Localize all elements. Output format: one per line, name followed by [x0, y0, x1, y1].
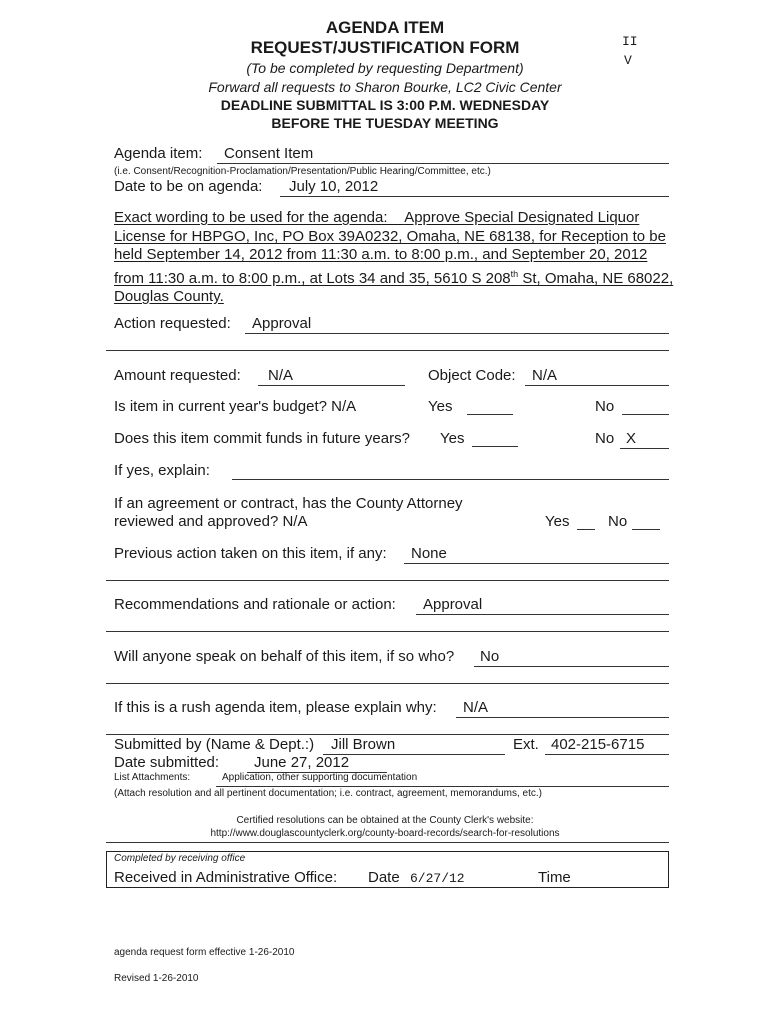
ext-label: Ext.	[513, 736, 539, 753]
submitted-by-label: Submitted by (Name & Dept.:)	[114, 736, 315, 753]
recommendations-line-2	[106, 631, 669, 632]
recommendations-label: Recommendations and rationale or action:	[114, 596, 396, 613]
subtitle-department: (To be completed by requesting Department)	[246, 60, 524, 76]
object-code-line	[525, 385, 669, 386]
recommendations-line	[416, 614, 669, 615]
attorney-label-line2: reviewed and approved? N/A	[114, 513, 308, 530]
object-code-label: Object Code:	[428, 367, 516, 384]
speak-line	[474, 666, 669, 667]
budget-yes-label: Yes	[428, 398, 453, 415]
agenda-item-value[interactable]: Consent Item	[224, 145, 314, 162]
form-title-line1: AGENDA ITEM	[325, 18, 445, 37]
attorney-yes-line[interactable]	[577, 529, 595, 530]
explain-line[interactable]	[232, 479, 669, 480]
rush-line-2	[106, 734, 669, 735]
previous-action-value[interactable]: None	[411, 545, 447, 562]
received-date-label: Date	[368, 869, 400, 886]
received-time-label: Time	[538, 869, 571, 886]
certified-note: Certified resolutions can be obtained at the County Clerk's website:	[236, 815, 534, 826]
future-funds-label: Does this item commit funds in future years?	[114, 430, 410, 447]
submitted-by-value[interactable]: Jill Brown	[331, 736, 396, 753]
agenda-wording-text: Approve Special Designated Liquor License for HBPGO, Inc, PO Box 39A0232, Omaha, NE 68138, for Reception to be held September 14, 2012 from 11:30 a.m. to 8:00 p.m., and September 20, 2012 from 11:30 a.m. to 8:00 p.m., at Lots 34 and 35, 5610 S 208	[114, 209, 666, 287]
attachments-label: List Attachments:	[114, 772, 191, 783]
future-no-label: No	[595, 430, 615, 447]
budget-yes-line[interactable]	[467, 414, 513, 415]
agenda-date-line	[280, 196, 669, 197]
receiving-office-heading: Completed by receiving office	[114, 853, 246, 864]
speak-value[interactable]: No	[480, 648, 500, 665]
certified-line	[106, 842, 669, 843]
previous-action-line	[404, 563, 669, 564]
future-yes-label: Yes	[440, 430, 465, 447]
rush-line	[456, 717, 669, 718]
budget-label: Is item in current year's budget? N/A	[114, 398, 357, 415]
action-line-2	[106, 350, 669, 351]
future-yes-line[interactable]	[472, 446, 518, 447]
deadline-line1: DEADLINE SUBMITTAL IS 3:00 P.M. WEDNESDAY	[220, 97, 550, 113]
previous-action-label: Previous action taken on this item, if any:	[114, 545, 387, 562]
amount-line	[258, 385, 405, 386]
attachments-value[interactable]: Application, other supporting documentation	[222, 772, 418, 783]
date-submitted-label: Date submitted:	[114, 754, 220, 771]
agenda-date-label: Date to be on agenda:	[114, 178, 263, 195]
agenda-item-note: (i.e. Consent/Recognition-Proclamation/Presentation/Public Hearing/Committee, etc.)	[114, 166, 491, 177]
agenda-wording-block[interactable]	[114, 209, 674, 307]
attorney-label-line1: If an agreement or contract, has the County Attorney	[114, 495, 463, 512]
footer-effective: agenda request form effective 1-26-2010	[114, 947, 295, 958]
form-title-line2: REQUEST/JUSTIFICATION FORM	[250, 38, 520, 57]
agenda-wording-label: Exact wording to be used for the agenda:	[114, 209, 388, 226]
footer-revised: Revised 1-26-2010	[114, 973, 199, 984]
agenda-date-value[interactable]: July 10, 2012	[289, 178, 379, 195]
explain-label: If yes, explain:	[114, 462, 210, 479]
deadline-line2: BEFORE THE TUESDAY MEETING	[271, 115, 499, 131]
previous-action-line-2	[106, 580, 669, 581]
date-submitted-value[interactable]: June 27, 2012	[254, 754, 350, 771]
attachments-note: (Attach resolution and all pertinent documentation; i.e. contract, agreement, memorandums, etc.)	[114, 788, 542, 799]
agenda-item-label: Agenda item:	[114, 145, 203, 162]
object-code-value[interactable]: N/A	[532, 367, 558, 384]
ext-line	[545, 754, 669, 755]
ext-value[interactable]: 402-215-6715	[551, 736, 645, 753]
received-date-value[interactable]: 6/27/12	[410, 871, 465, 886]
agenda-wording-text-end: St, Omaha, NE 68022, Douglas County.	[114, 269, 674, 305]
received-label: Received in Administrative Office:	[114, 869, 338, 886]
rush-label: If this is a rush agenda item, please explain why:	[114, 699, 437, 716]
future-no-mark[interactable]: X	[626, 430, 637, 447]
budget-no-line[interactable]	[622, 414, 669, 415]
clerk-website-link[interactable]: http://www.douglascountyclerk.org/county-board-records/search-for-resolutions	[210, 828, 560, 839]
attachments-line	[216, 786, 669, 787]
attorney-no-label: No	[608, 513, 628, 530]
stamp-roman-1: II	[622, 34, 638, 49]
amount-label: Amount requested:	[114, 367, 241, 384]
amount-value[interactable]: N/A	[268, 367, 294, 384]
action-label: Action requested:	[114, 315, 231, 332]
submitted-by-line	[323, 754, 505, 755]
rush-value[interactable]: N/A	[463, 699, 489, 716]
stamp-roman-2: V	[624, 53, 632, 68]
speak-label: Will anyone speak on behalf of this item, if so who?	[114, 648, 455, 665]
future-no-line	[620, 448, 669, 449]
attorney-no-line[interactable]	[632, 529, 660, 530]
agenda-wording-sup: th	[510, 268, 519, 279]
agenda-item-line	[217, 163, 669, 164]
subtitle-forward: Forward all requests to Sharon Bourke, LC2 Civic Center	[208, 79, 562, 95]
action-value[interactable]: Approval	[252, 315, 312, 332]
attorney-yes-label: Yes	[545, 513, 570, 530]
speak-line-2	[106, 683, 669, 684]
action-line	[245, 333, 669, 334]
recommendations-value[interactable]: Approval	[423, 596, 483, 613]
budget-no-label: No	[595, 398, 615, 415]
